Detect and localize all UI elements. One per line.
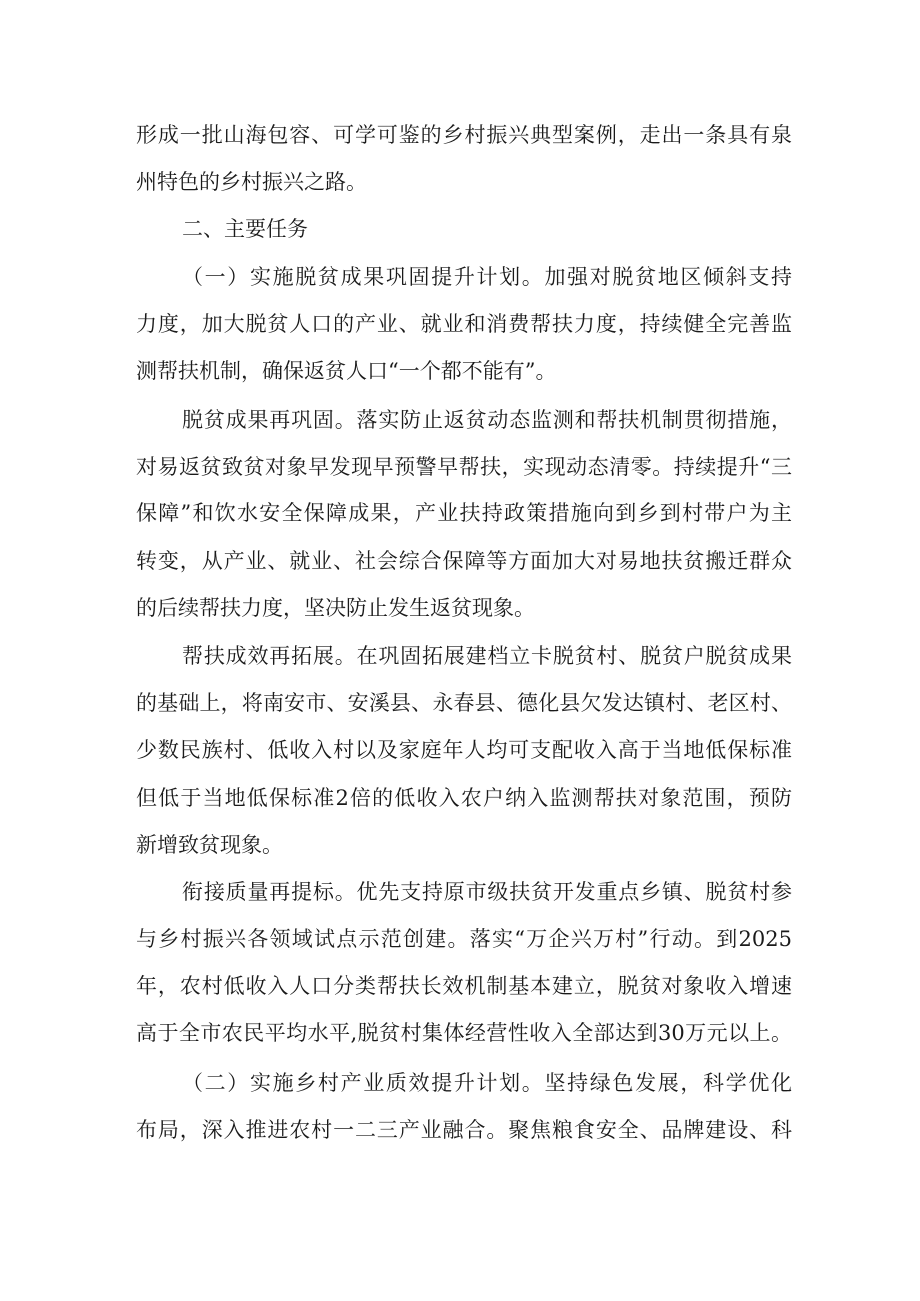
section-heading: 二、主要任务	[182, 217, 308, 241]
text-line: （二）实施乡村产业质效提升计划。坚持绿色发展，科学优化	[182, 1071, 792, 1095]
text-line: 高于全市农民平均水平,脱贫村集体经营性收入全部达到30万元以上。	[136, 1021, 792, 1045]
text-line: 帮扶成效再拓展。在巩固拓展建档立卡脱贫村、脱贫户脱贫成果	[182, 644, 792, 668]
text-line: 测帮扶机制，确保返贫人口“一个都不能有”。	[136, 359, 557, 383]
text-line: 对易返贫致贫对象早发现早预警早帮扶，实现动态清零。持续提升“三	[136, 455, 792, 479]
text-line: 布局，深入推进农村一二三产业融合。聚焦粮食安全、品牌建设、科	[136, 1118, 792, 1142]
text-line: 州特色的乡村振兴之路。	[136, 170, 367, 194]
text-line: 保障”和饮水安全保障成果，产业扶持政策措施向到乡到村带户为主	[136, 501, 792, 525]
text-line: 与乡村振兴各领域试点示范创建。落实“万企兴万村”行动。到2025	[136, 927, 792, 951]
text-line: 转变，从产业、就业、社会综合保障等方面加大对易地扶贫搬迁群众	[136, 549, 792, 573]
text-line: 新增致贫现象。	[136, 833, 283, 857]
text-line: （一）实施脱贫成果巩固提升计划。加强对脱贫地区倾斜支持	[182, 265, 792, 289]
text-line: 的基础上，将南安市、安溪县、永春县、德化县欠发达镇村、老区村、	[136, 691, 792, 715]
text-line: 少数民族村、低收入村以及家庭年人均可支配收入高于当地低保标准	[136, 738, 792, 762]
text-line: 形成一批山海包容、可学可鉴的乡村振兴典型案例，走出一条具有泉	[136, 123, 792, 147]
text-line: 年，农村低收入人口分类帮扶长效机制基本建立，脱贫对象收入增速	[136, 974, 792, 998]
text-line: 的后续帮扶力度，坚决防止发生返贫现象。	[136, 596, 535, 620]
text-line: 力度，加大脱贫人口的产业、就业和消费帮扶力度，持续健全完善监	[136, 312, 792, 336]
text-line: 但低于当地低保标准2倍的低收入农户纳入监测帮扶对象范围，预防	[136, 786, 792, 810]
text-line: 衔接质量再提标。优先支持原市级扶贫开发重点乡镇、脱贫村参	[182, 880, 792, 904]
text-line: 脱贫成果再巩固。落实防止返贫动态监测和帮扶机制贯彻措施，	[182, 408, 792, 432]
